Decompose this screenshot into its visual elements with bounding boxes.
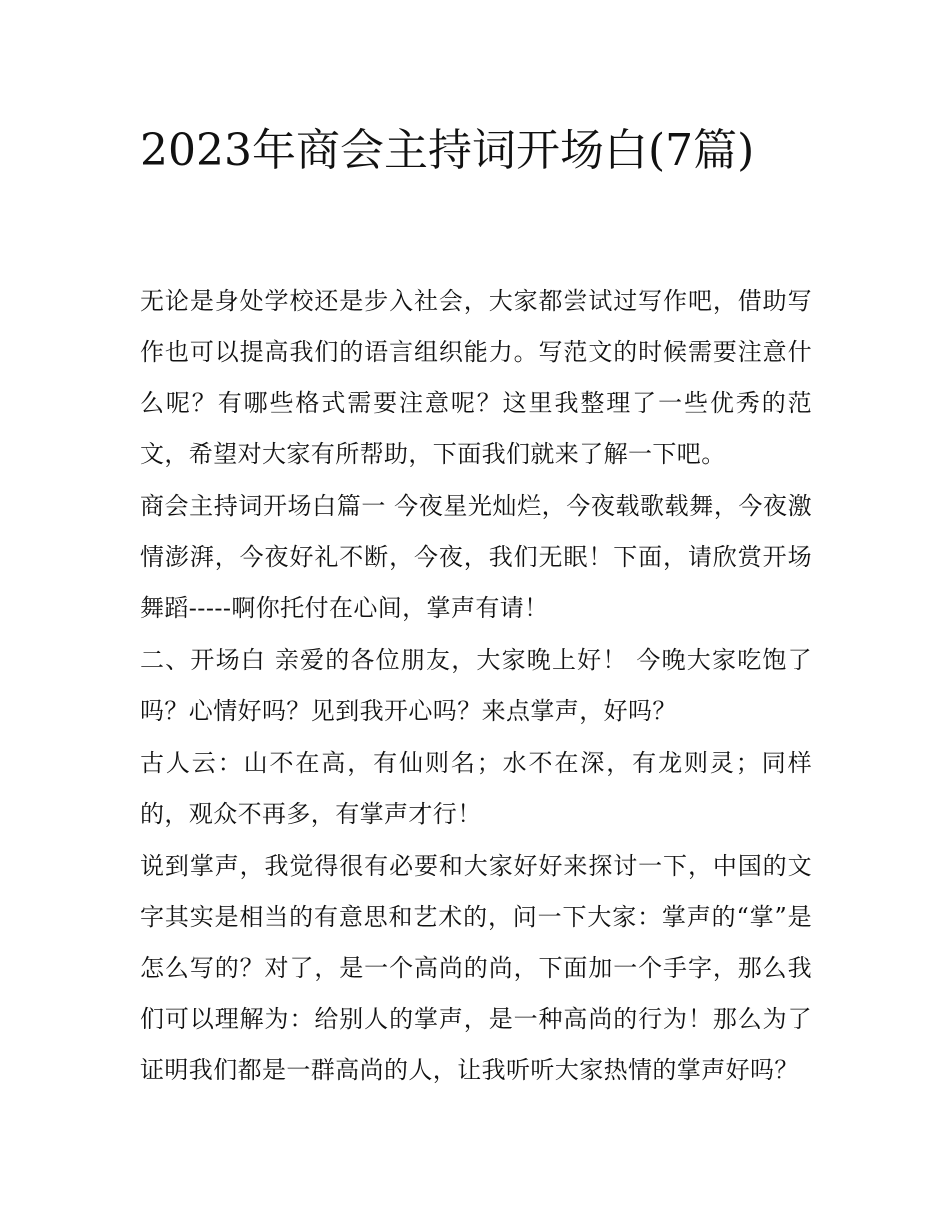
opening-remarks-paragraph: 二、开场白 亲爱的各位朋友，大家晚上好！ 今晚大家吃饱了吗？心情好吗？见到我开心吗？来点掌声，好吗？ <box>140 646 812 725</box>
applause-paragraph: 说到掌声，我觉得很有必要和大家好好来探讨一下，中国的文字其实是相当的有意思和艺术的，问一下大家：掌声的“掌”是怎么写的？对了，是一个高尚的尚，下面加一个手字，那么我们可以理解为：给别人的掌声，是一种高尚的行为！那么为了证明我们都是一群高尚的人，让我听听大家热情的掌声好吗？ <box>140 852 812 1084</box>
intro-paragraph: 无论是身处学校还是步入社会，大家都尝试过写作吧，借助写作也可以提高我们的语言组织能力。写范文的时候需要注意什么呢？有哪些格式需要注意呢？这里我整理了一些优秀的范文，希望对大家有所帮助，下面我们就来了解一下吧。 <box>140 287 812 468</box>
document-body <box>140 276 812 1097</box>
document-title: 2023年商会主持词开场白(7篇) <box>140 125 755 176</box>
proverb-paragraph: 古人云：山不在高，有仙则名；水不在深，有龙则灵；同样的，观众不再多，有掌声才行！ <box>140 749 812 828</box>
section-one-paragraph: 商会主持词开场白篇一 今夜星光灿烂，今夜载歌载舞，今夜激情澎湃，今夜好礼不断，今夜，我们无眠！下面，请欣赏开场舞蹈-----啊你托付在心间，掌声有请！ <box>140 492 812 622</box>
